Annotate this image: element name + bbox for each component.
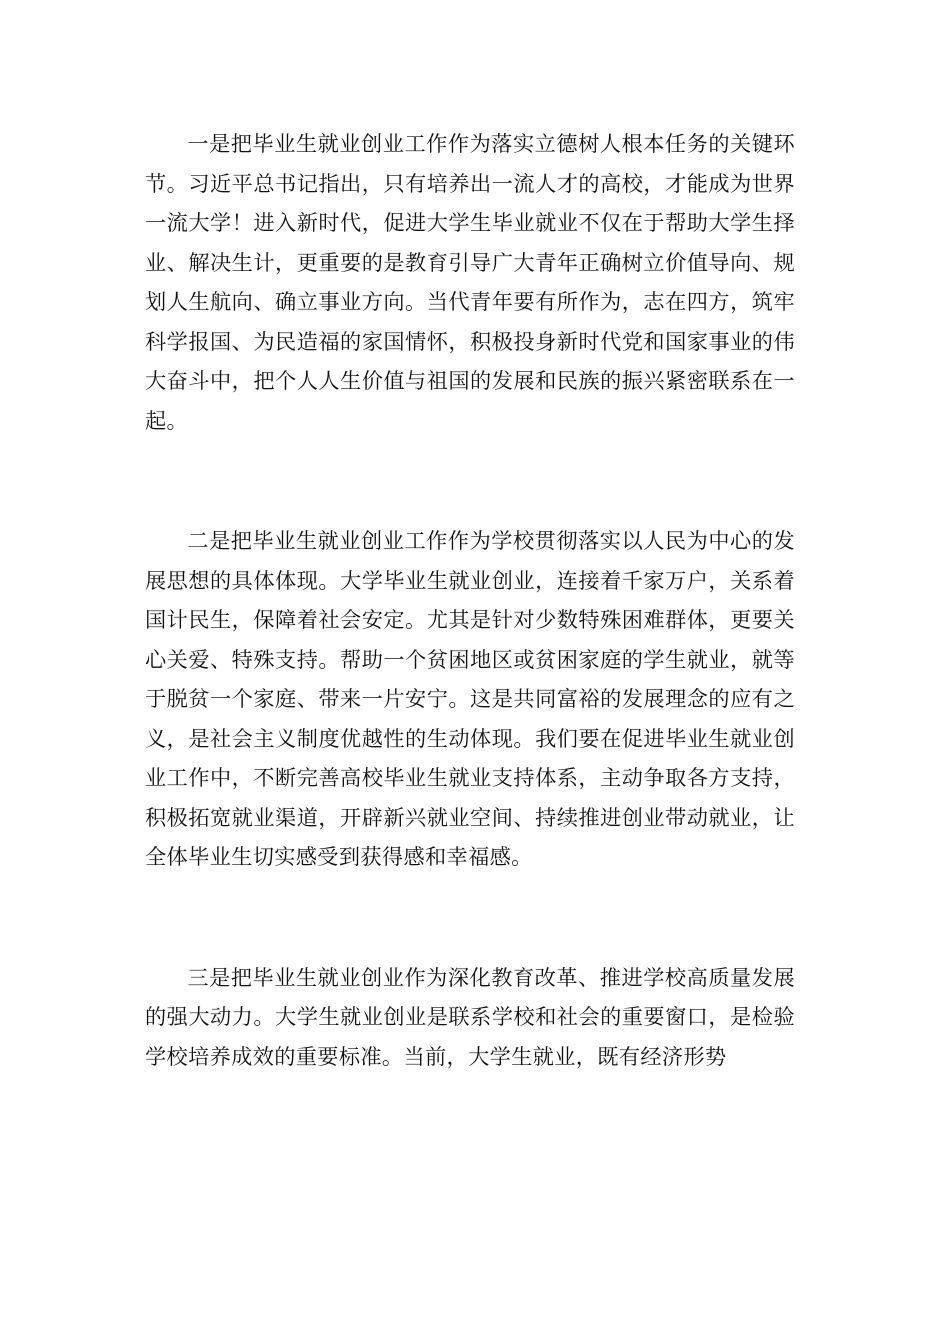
paragraph-1: 一是把毕业生就业创业工作作为落实立德树人根本任务的关键环节。习近平总书记指出，只有培养出一流人才的高校，才能成为世界一流大学！进入新时代，促进大学生毕业就业不仅在于帮助大学生择业、解决生计，更重要的是教育引导广大青年正确树立价值导向、规划人生航向、确立事业方向。当代青年要有所作为，志在四方，筑牢科学报国、为民造福的家国情怀，积极投身新时代党和国家事业的伟大奋斗中，把个人人生价值与祖国的发展和民族的振兴紧密联系在一起。: [145, 131, 795, 433]
document-page: [145, 124, 795, 1076]
paragraph-3: 三是把毕业生就业创业作为深化教育改革、推进学校高质量发展的强大动力。大学生就业创业是联系学校和社会的重要窗口，是检验学校培养成效的重要标准。当前，大学生就业，既有经济形势: [145, 964, 795, 1069]
paragraph-2: 二是把毕业生就业创业工作作为学校贯彻落实以人民为中心的发展思想的具体体现。大学毕业生就业创业，连接着千家万户，关系着国计民生，保障着社会安定。尤其是针对少数特殊困难群体，更要关心关爱、特殊支持。帮助一个贫困地区或贫困家庭的学生就业，就等于脱贫一个家庭、带来一片安宁。这是共同富裕的发展理念的应有之义，是社会主义制度优越性的生动体现。我们要在促进毕业生就业创业工作中，不断完善高校毕业生就业支持体系，主动争取各方支持，积极拓宽就业渠道，开辟新兴就业空间、持续推进创业带动就业，让全体毕业生切实感受到获得感和幸福感。: [145, 528, 795, 869]
